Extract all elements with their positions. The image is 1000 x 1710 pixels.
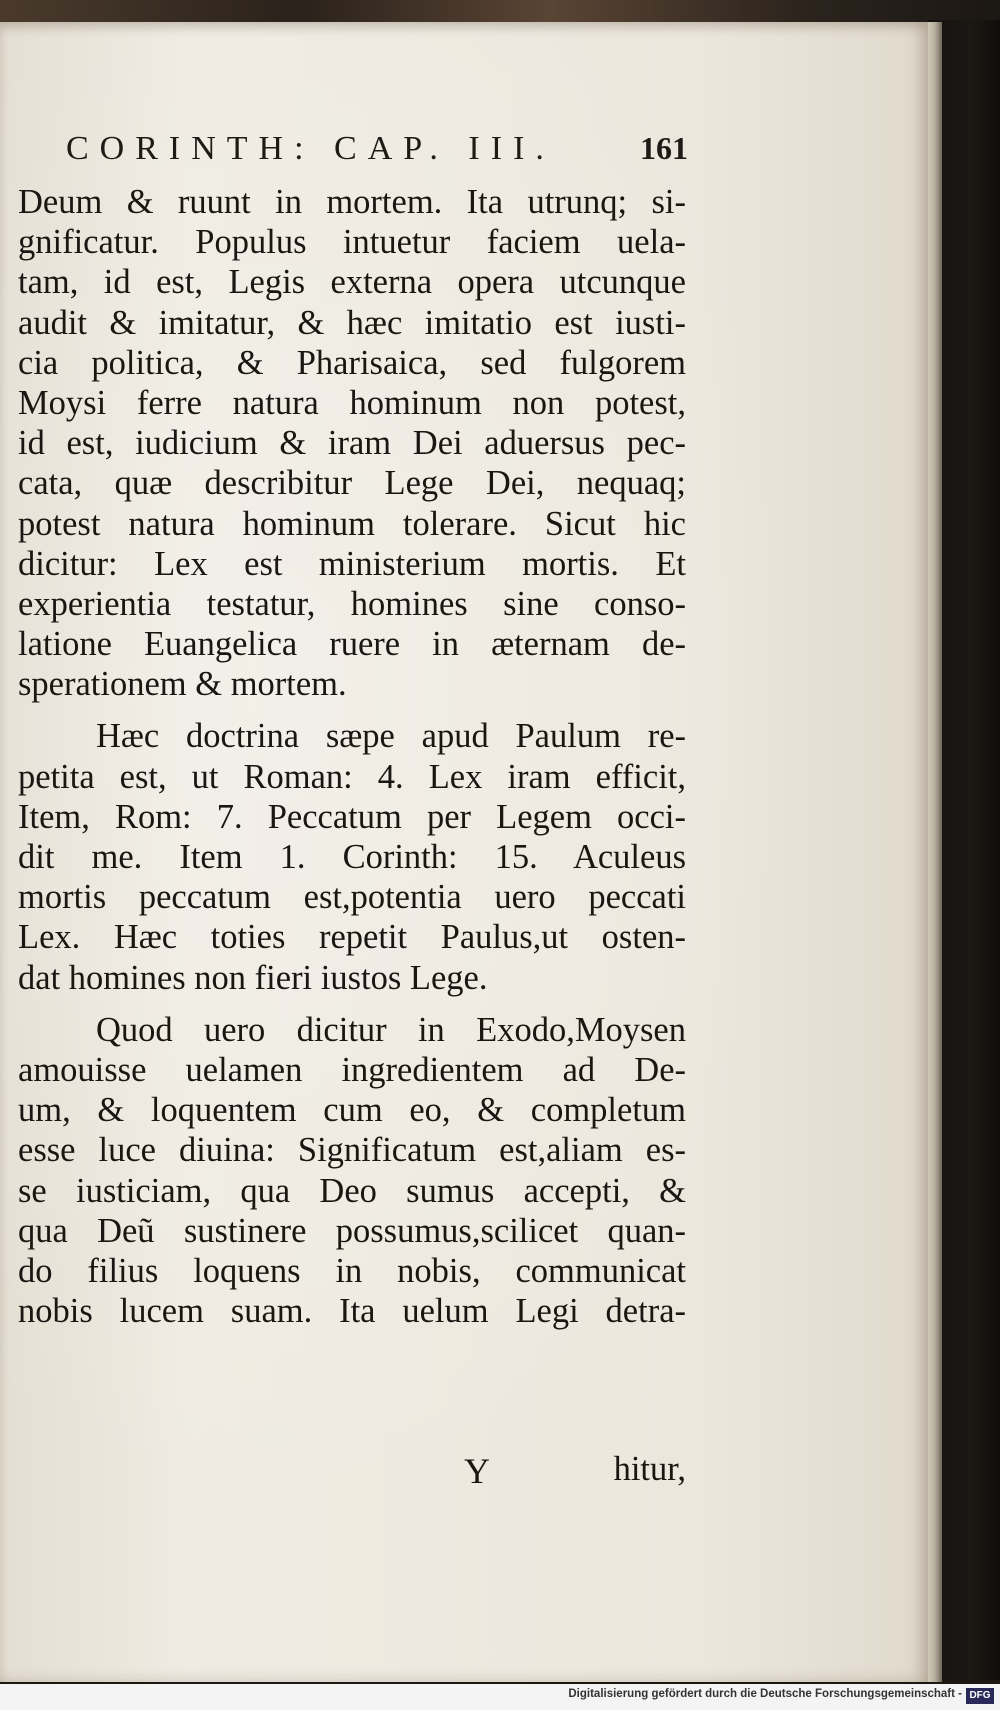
page-fore-edge xyxy=(928,22,942,1682)
text-line: um, & loquentem cum eo, & completum xyxy=(18,1091,686,1130)
text-line: experientia testatur, homines sine conso- xyxy=(18,584,686,623)
text-line: amouisse uelamen ingredientem ad De- xyxy=(18,1050,686,1089)
text-line: Quod uero dicitur in Exodo,Moysen xyxy=(96,1010,686,1049)
text-line: id est, iudicium & iram Dei aduersus pec- xyxy=(18,424,686,463)
text-line: esse luce diuina: Significatum est,aliam es- xyxy=(18,1131,686,1170)
page-foot-line xyxy=(18,1450,686,1494)
digitization-footer xyxy=(0,1684,1000,1710)
text-line: cata, quæ describitur Lege Dei, nequaq; xyxy=(18,464,686,503)
text-line: cia politica, & Pharisaica, sed fulgorem xyxy=(18,343,686,382)
paragraph-1 xyxy=(18,182,686,704)
text-line: mortis peccatum est,potentia uero peccati xyxy=(18,878,686,917)
text-line: Item, Rom: 7. Peccatum per Legem occi- xyxy=(18,797,686,836)
page-number: 161 xyxy=(640,130,688,166)
text-line: gnificatur. Populus intuetur faciem uela- xyxy=(18,223,686,262)
text-line: do filius loquens in nobis, communicat xyxy=(18,1251,686,1290)
text-line: nobis lucem suam. Ita uelum Legi detra- xyxy=(18,1292,686,1331)
text-line: Lex. Hæc toties repetit Paulus,ut osten- xyxy=(18,918,686,957)
paragraph-3 xyxy=(18,1010,686,1332)
text-line: potest natura hominum tolerare. Sicut hic xyxy=(18,504,686,543)
book-page xyxy=(0,22,928,1682)
text-line: petita est, ut Roman: 4. Lex iram efficit, xyxy=(18,757,686,796)
text-line: tam, id est, Legis externa opera utcunque xyxy=(18,263,686,302)
text-line: Moysi ferre natura hominum non potest, xyxy=(18,383,686,422)
dfg-logo: DFG xyxy=(966,1688,994,1704)
text-line: audit & imitatur, & hæc imitatio est iusti- xyxy=(18,303,686,342)
signature-mark: Y xyxy=(464,1451,490,1491)
paragraph-2 xyxy=(18,716,686,997)
text-line: dicitur: Lex est ministerium mortis. Et xyxy=(18,544,686,583)
text-line: qua Deũ sustinere possumus,scilicet quan- xyxy=(18,1211,686,1250)
text-line: Deum & ruunt in mortem. Ita utrunq; si- xyxy=(18,183,686,221)
paragraph-gap xyxy=(18,704,686,716)
text-line: dat homines non fieri iustos Lege. xyxy=(18,958,488,997)
text-line: sperationem & mortem. xyxy=(18,665,347,704)
text-line: dit me. Item 1. Corinth: 15. Aculeus xyxy=(18,838,686,876)
body-text xyxy=(18,182,686,1331)
text-line: Hæc doctrina sæpe apud Paulum re- xyxy=(96,717,686,756)
funding-credit: Digitalisierung gefördert durch die Deutsche Forschungsgemeinschaft - xyxy=(568,1688,962,1700)
text-line: se iusticiam, qua Deo sumus accepti, & xyxy=(18,1171,686,1210)
catchword: hitur, xyxy=(613,1450,686,1488)
text-line: latione Euangelica ruere in æternam de- xyxy=(18,625,686,664)
paragraph-gap xyxy=(18,998,686,1010)
running-head: CORINTH: CAP. III. xyxy=(66,130,555,167)
